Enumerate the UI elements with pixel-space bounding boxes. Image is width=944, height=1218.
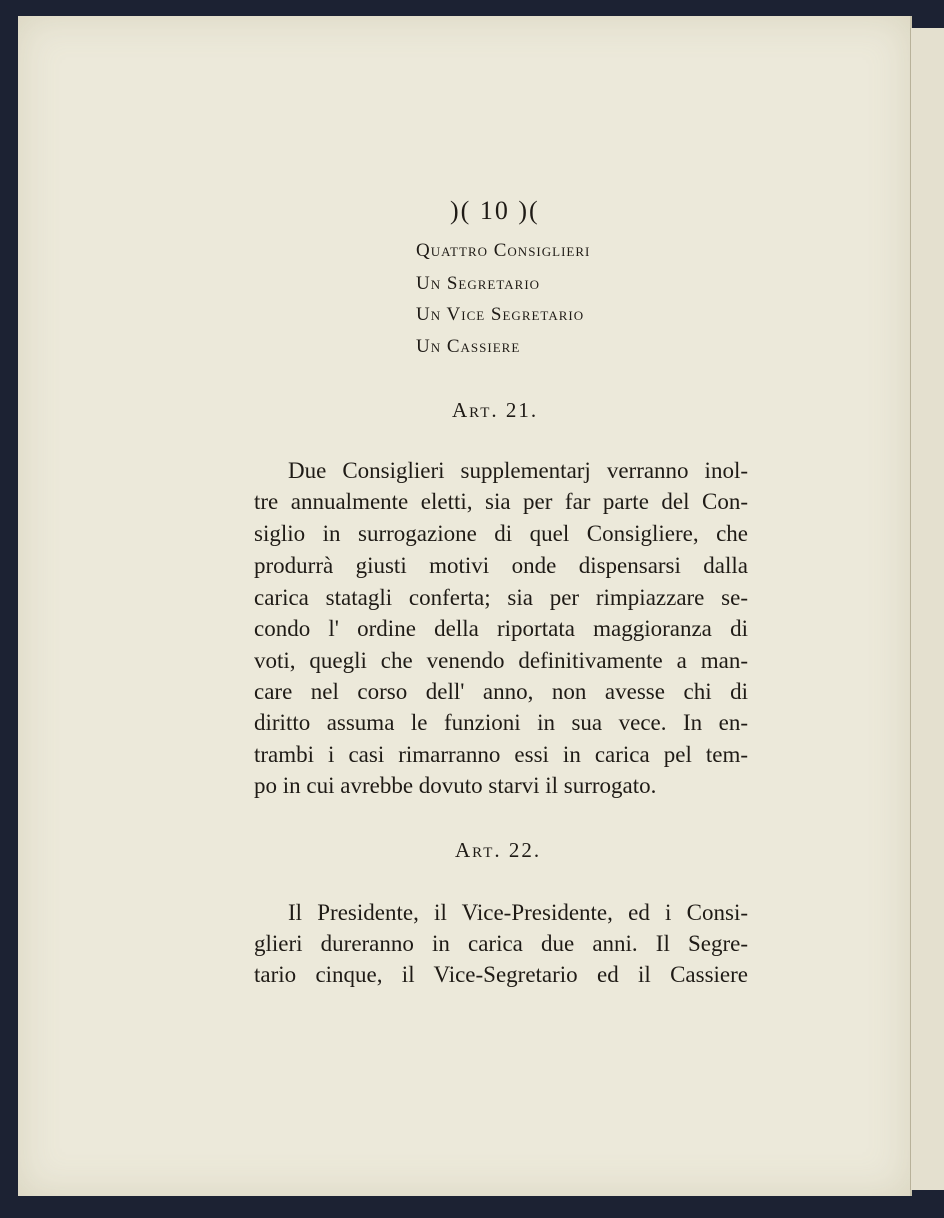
article-21-line: produrrà giusti motivi onde dispensarsi dalla	[254, 553, 748, 578]
article-22-line: glieri dureranno in carica due anni. Il Segre-	[254, 931, 748, 956]
article-21-line: po in cui avrebbe dovuto starvi il surrogato.	[254, 773, 657, 798]
officer-line: Un Cassiere	[416, 336, 521, 357]
article-21-line: condo l' ordine della riportata maggioranza di	[254, 616, 748, 641]
article-22-heading: Art. 22.	[455, 838, 542, 862]
article-21-line: tre annualmente eletti, sia per far parte del Con-	[254, 489, 748, 514]
adjacent-page-edge	[910, 28, 944, 1190]
article-22-line: Il Presidente, il Vice-Presidente, ed i Consi-	[288, 900, 748, 925]
article-21-line: trambi i casi rimarranno essi in carica pel tem-	[254, 742, 748, 767]
article-21-line: diritto assuma le funzioni in sua vece. In en-	[254, 710, 748, 735]
article-21-heading: Art. 21.	[452, 398, 539, 422]
article-21-line: siglio in surrogazione di quel Consigliere, che	[254, 521, 748, 546]
article-21-line: voti, quegli che venendo definitivamente a man-	[254, 648, 748, 673]
article-21-line: carica statagli conferta; sia per rimpiazzare se-	[254, 585, 748, 610]
officer-line: Quattro Consiglieri	[416, 240, 591, 261]
article-21-line: Due Consiglieri supplementarj verranno inol-	[288, 458, 748, 483]
officer-line: Un Segretario	[416, 273, 541, 294]
page-number: )( 10 )(	[450, 196, 540, 225]
officer-line: Un Vice Segretario	[416, 304, 585, 325]
article-22-line: tario cinque, il Vice-Segretario ed il Cassiere	[254, 962, 748, 987]
article-21-line: care nel corso dell' anno, non avesse chi di	[254, 679, 748, 704]
